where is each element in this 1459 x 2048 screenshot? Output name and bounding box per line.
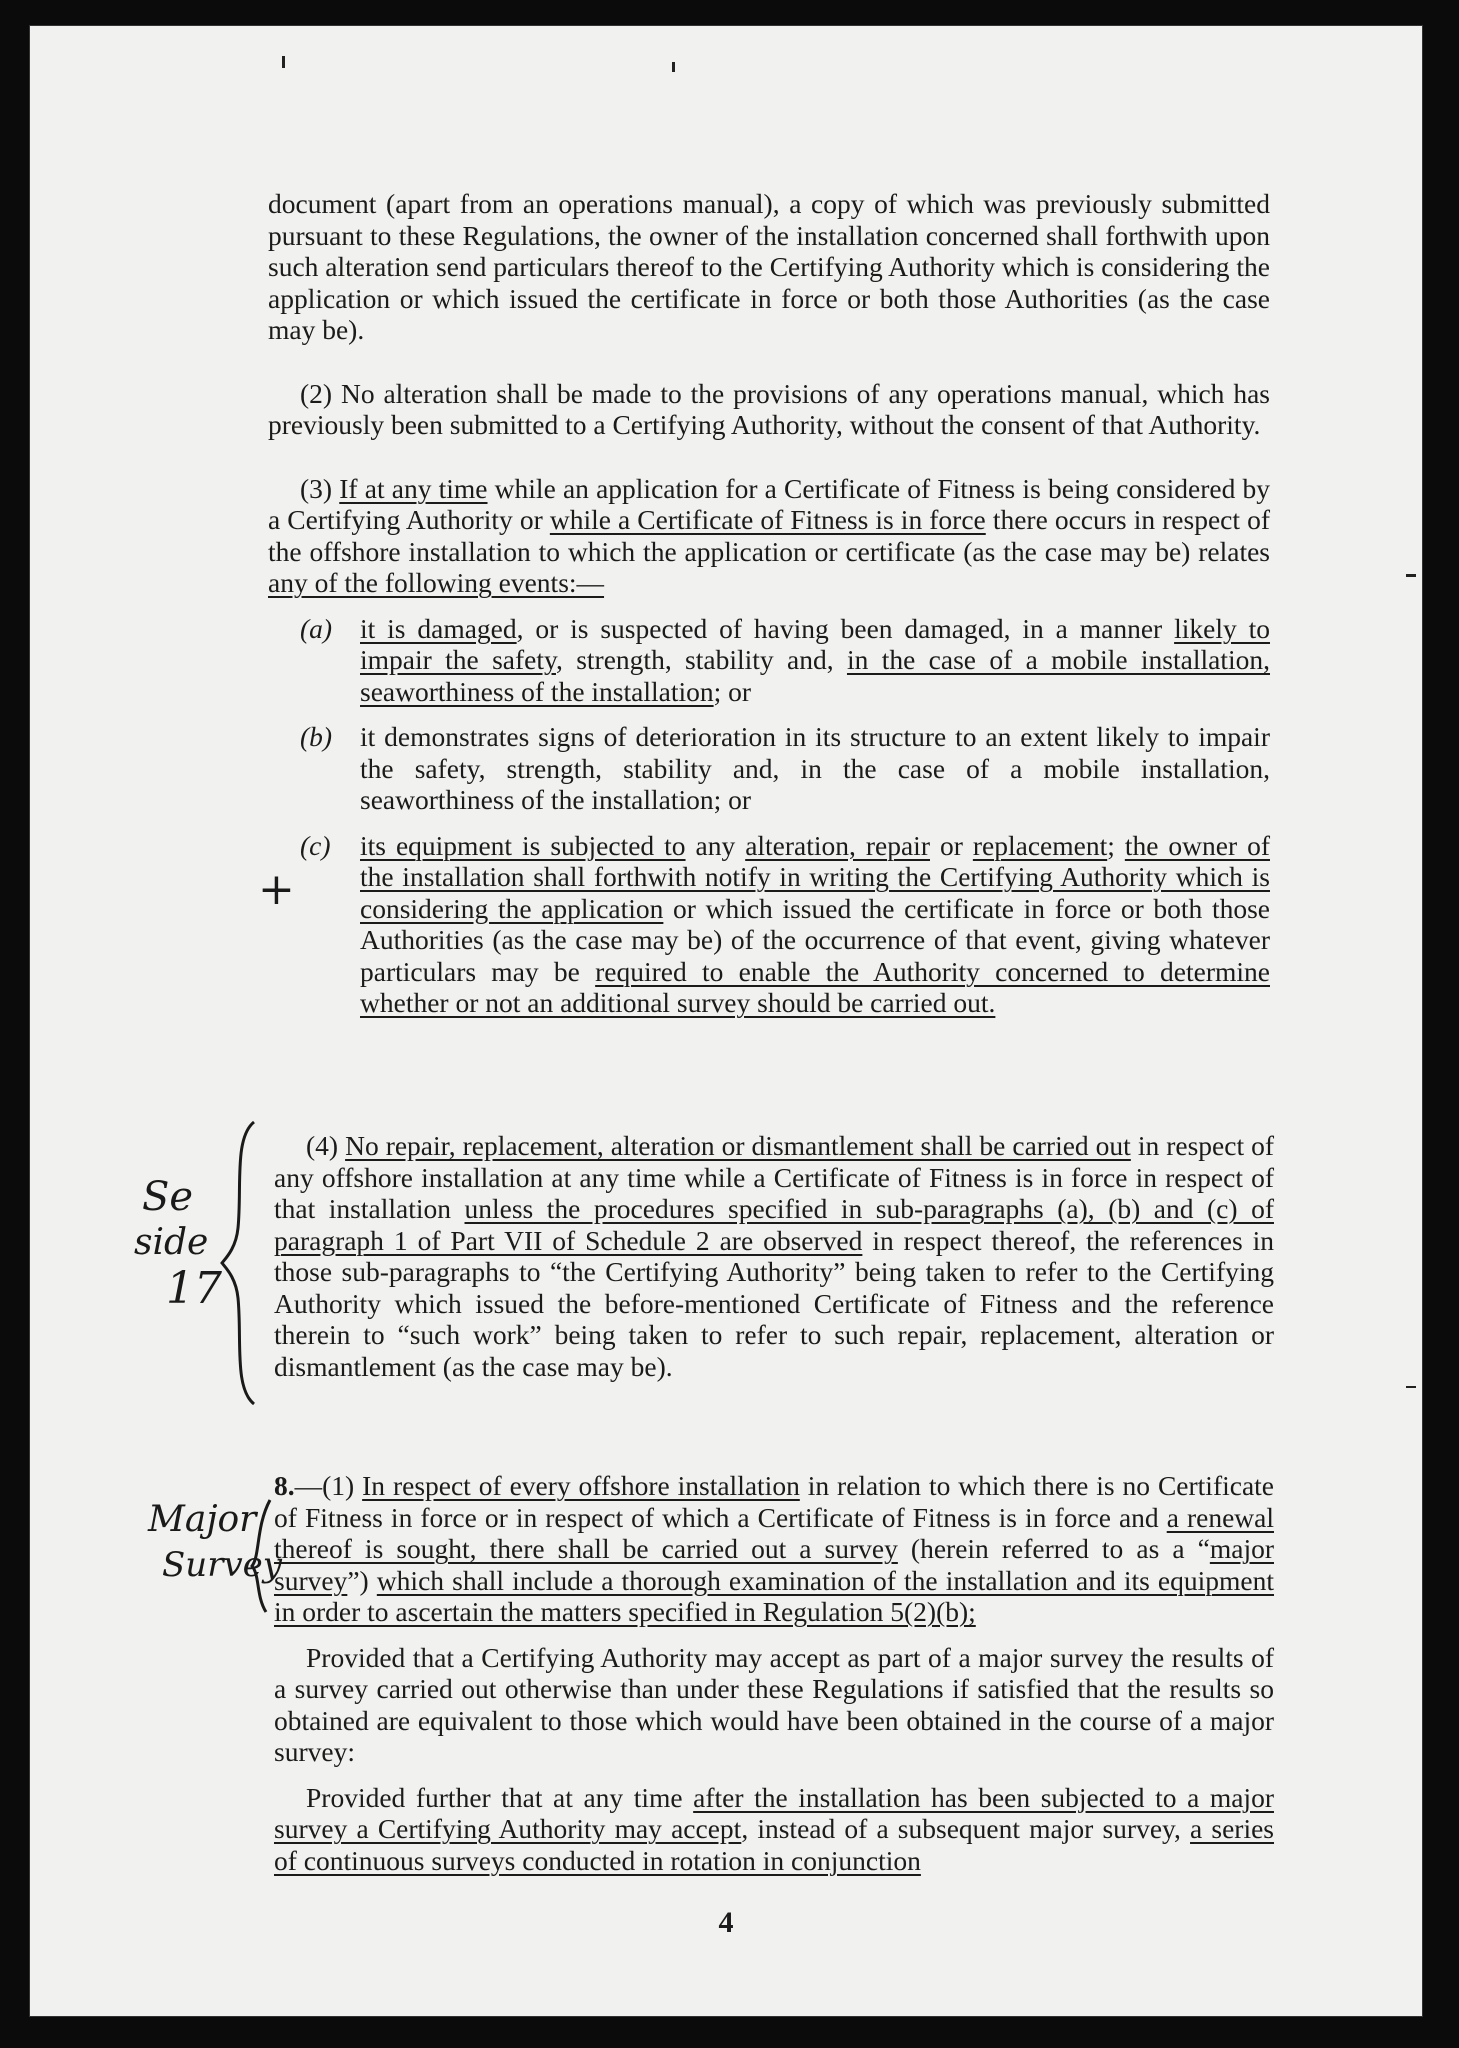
clause-c — [268, 830, 1270, 1019]
clause-label: (b) — [300, 721, 333, 752]
document-page — [30, 26, 1422, 2016]
scan-speck — [672, 62, 675, 72]
paragraph-4: (4) No repair, replacement, alteration or dismantlement shall be carried out in respect of any offshore installation at any time while a Certificate of Fitness is in force in respect of that installation unless the procedures specified in sub-paragraphs (a), (b) and (c) of paragraph 1 of Part VII of Schedule 2 are observed in respect thereof, the references in those sub-paragraphs to “the Certifying Authority” being taken to refer to the Certifying Authority which issued the before-mentioned Certificate of Fitness and the reference therein to “such work” being taken to refer to such repair, replacement, alteration or dismantlement (as the case may be). — [274, 1130, 1274, 1382]
page-number: 4 — [718, 1906, 734, 1939]
handwritten-tick-mark: + — [258, 864, 295, 915]
clause-b — [268, 721, 1270, 816]
clause-text: its equipment is subjected to any alteration, repair or replacement; the owner of the installation shall forthwith notify in writing the Certifying Authority which is considering the application or which issued the certificate in force or both those Authorities (as the case may be) of the occurrence of that event, giving whatever particulars may be required to enable the Authority concerned to determine whether or not an additional survey should be carried out. — [360, 829, 1270, 1018]
margin-brace-left — [220, 1118, 260, 1408]
continuation-paragraph: document (apart from an operations manual), a copy of which was previously submitted pursuant to these Regulations, the owner of the installation concerned shall forthwith upon such alteration send particulars thereof to the Certifying Authority which is considering the application or which issued the certificate in force or both those Authorities (as the case may be). — [268, 188, 1270, 345]
regulation-8: 8.—(1) In respect of every offshore installation in relation to which there is no Certificate of Fitness in force or in respect of which a Certificate of Fitness is in force and a renewal thereof is sought, there shall be carried out a survey (herein referred to as a “major survey”) which shall include a thorough examination of the installation and its equipment in order to ascertain the matters specified in Regulation 5(2)(b); — [274, 1470, 1275, 1627]
scan-speck — [1406, 574, 1416, 577]
proviso-1: Provided that a Certifying Authority may accept as part of a major survey the results of a survey carried out otherwise than under these Regulations if satisfied that the results so obtained are equivalent to those which would have been obtained in the course of a major survey: — [274, 1641, 1274, 1767]
clause-text: it demonstrates signs of deterioration in its structure to an extent likely to impair the safety, strength, stability and, in the case of a mobile installation, seaworthiness of the installation; or — [360, 721, 1270, 815]
handwritten-major: Major — [148, 1499, 257, 1540]
clause-text: it is damaged, or is suspected of having been damaged, in a manner likely to impair the safety, strength, stability and, in the case of a mobile installation, seaworthiness of the installation; or — [360, 612, 1270, 707]
scan-speck — [1406, 1386, 1416, 1388]
clause-label: (a) — [300, 612, 333, 644]
handwritten-17: 17 — [166, 1263, 222, 1314]
paragraph-3: (3) If at any time while an application for a Certificate of Fitness is being considered by a Certifying Authority or while a Certificate of Fitness is in force there occurs in respect of the offshore installation to which the application or certificate (as the case may be) relates any of the following events:— — [268, 472, 1270, 598]
clause-a — [268, 613, 1270, 708]
handwritten-survey: Survey — [162, 1545, 282, 1585]
proviso-2: Provided further that at any time after the installation has been subjected to a major survey a Certifying Authority may accept, instead of a subsequent major survey, a series of continuous surveys conducted in rotation in conjunction — [274, 1781, 1275, 1876]
scan-speck — [282, 56, 285, 68]
clause-label: (c) — [300, 829, 331, 861]
handwritten-side: side — [134, 1222, 209, 1263]
lower-text-block — [274, 1130, 1274, 1908]
handwritten-see: Se — [142, 1174, 194, 1220]
paragraph-2: (2) No alteration shall be made to the provisions of any operations manual, which has previously been submitted to a Certifying Authority, without the consent of that Authority. — [268, 377, 1270, 440]
margin-brace-survey — [244, 1496, 274, 1616]
upper-text-block — [268, 188, 1270, 1051]
